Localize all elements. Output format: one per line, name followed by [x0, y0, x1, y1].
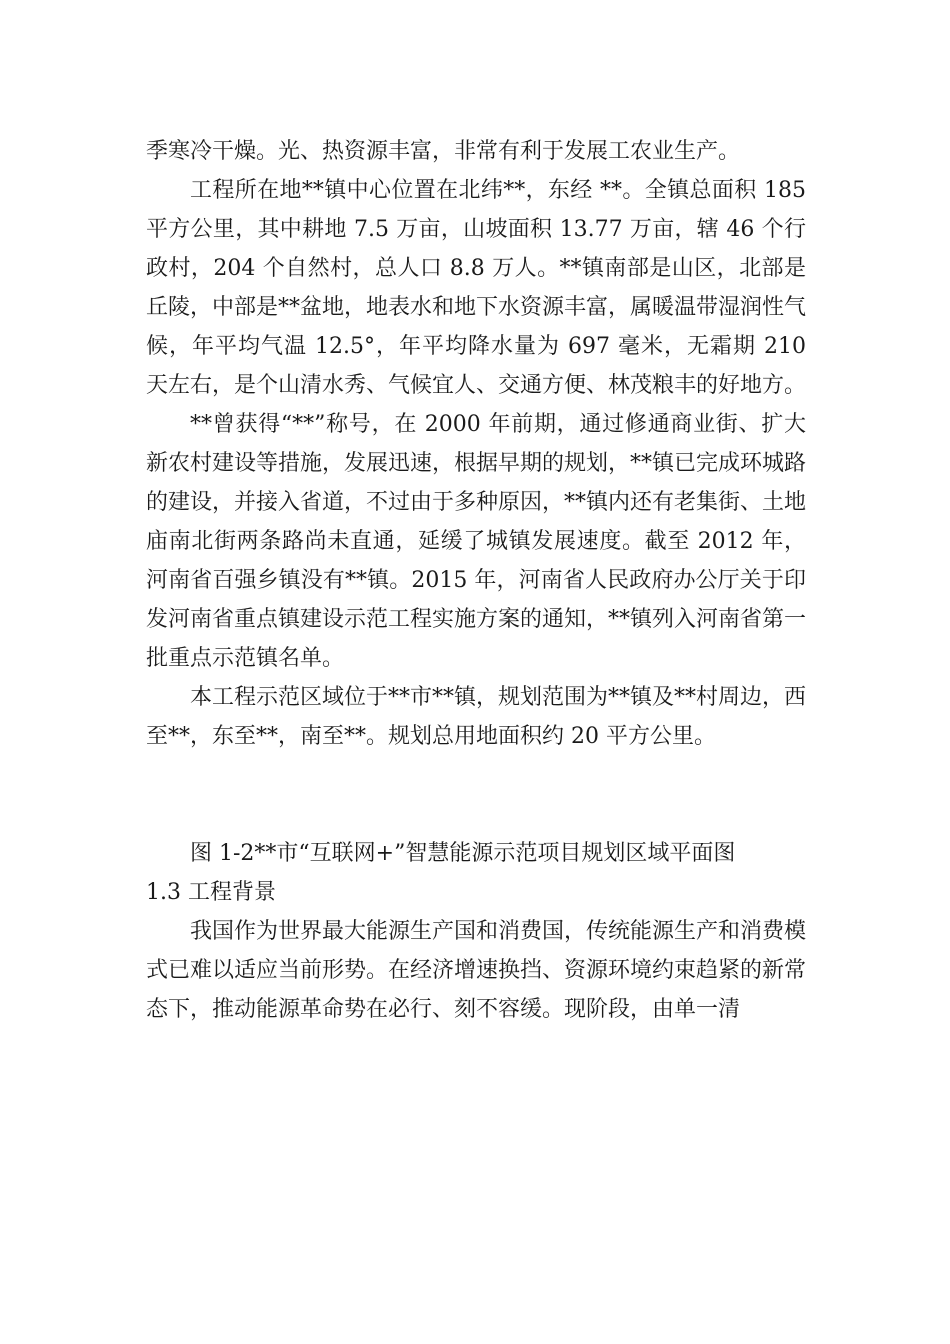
paragraph-climate-continued: 季寒冷干燥。光、热资源丰富，非常有利于发展工农业生产。 [146, 139, 741, 164]
paragraph-background: 我国作为世界最大能源生产国和消费国，传统能源生产和消费模式已难以适应当前形势。在经济增速换挡、资源环境约束趋紧的新常态下，推动能源革命势在必行、刻不容缓。现阶段，由单一清 [146, 919, 807, 1022]
paragraph-town-development: **曾获得“**”称号，在 2000 年前期，通过修通商业街、扩大新农村建设等措施，发展迅速，根据早期的规划，**镇已完成环城路的建设，并接入省道，不过由于多种原因，**镇内还有老集街、土地庙南北街两条路尚未直通，延缓了城镇发展速度。截至 2012 年，河南省百强乡镇没有**镇。2015 年，河南省人民政府办公厅关于印发河南省重点镇建设示范工程实施方案的通知，**镇列入河南省第一批重点示范镇名单。 [146, 412, 807, 671]
figure-caption: 图 1-2**市“互联网+”智慧能源示范项目规划区域平面图 [190, 841, 736, 866]
paragraph-demo-area: 本工程示范区域位于**市**镇，规划范围为**镇及**村周边，西至**，东至**，南至**。规划总用地面积约 20 平方公里。 [146, 685, 807, 749]
document-body [146, 132, 806, 1029]
section-heading: 1.3 工程背景 [146, 880, 276, 905]
figure-placeholder [146, 756, 806, 834]
paragraph-project-location: 工程所在地**镇中心位置在北纬**，东经 **。全镇总面积 185 平方公里，其中耕地 7.5 万亩，山坡面积 13.77 万亩，辖 46 个行政村，204 个自然村，总人口 8.8 万人。**镇南部是山区，北部是丘陵，中部是**盆地，地表水和地下水资源丰富，属暖温带湿润性气候，年平均气温 12.5°，年平均降水量为 697 毫米，无霜期 210 天左右，是个山清水秀、气候宜人、交通方便、林茂粮丰的好地方。 [146, 178, 807, 398]
